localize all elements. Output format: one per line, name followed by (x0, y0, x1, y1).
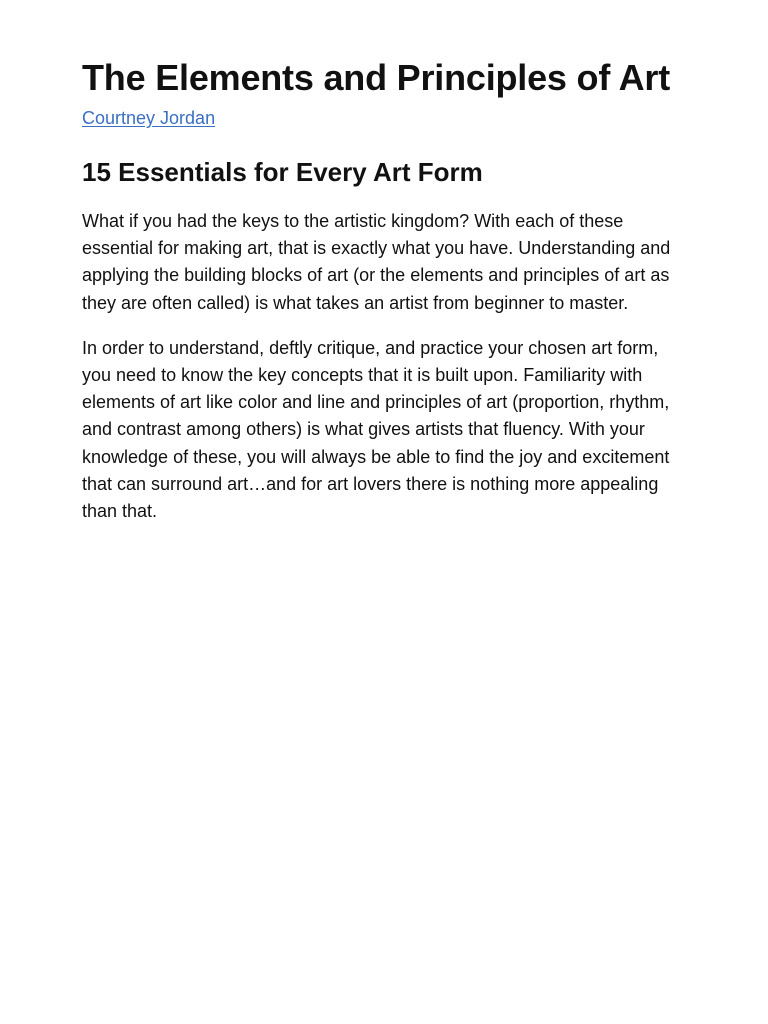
section-heading: 15 Essentials for Every Art Form (82, 157, 483, 187)
article-title: The Elements and Principles of Art (82, 57, 670, 98)
body-paragraph: In order to understand, deftly critique, and practice your chosen art form, you need to know the key concepts that it is built upon. Familiarity with elements of art like color and line and principles of art (proportion, rhythm, and contrast among others) is what gives artists that fluency. With your knowledge of these, you will always be able to find the joy and excitement that can surround art…and for art lovers there is nothing more appealing than that. (82, 337, 670, 522)
article-container (82, 56, 692, 525)
intro-paragraph: What if you had the keys to the artistic kingdom? With each of these essential for making art, that is exactly what you have. Understanding and applying the building blocks of art (or the elements and principles of art as they are often called) is what takes an artist from beginner to master. (82, 211, 671, 313)
author-link[interactable]: Courtney Jordan (82, 108, 216, 128)
